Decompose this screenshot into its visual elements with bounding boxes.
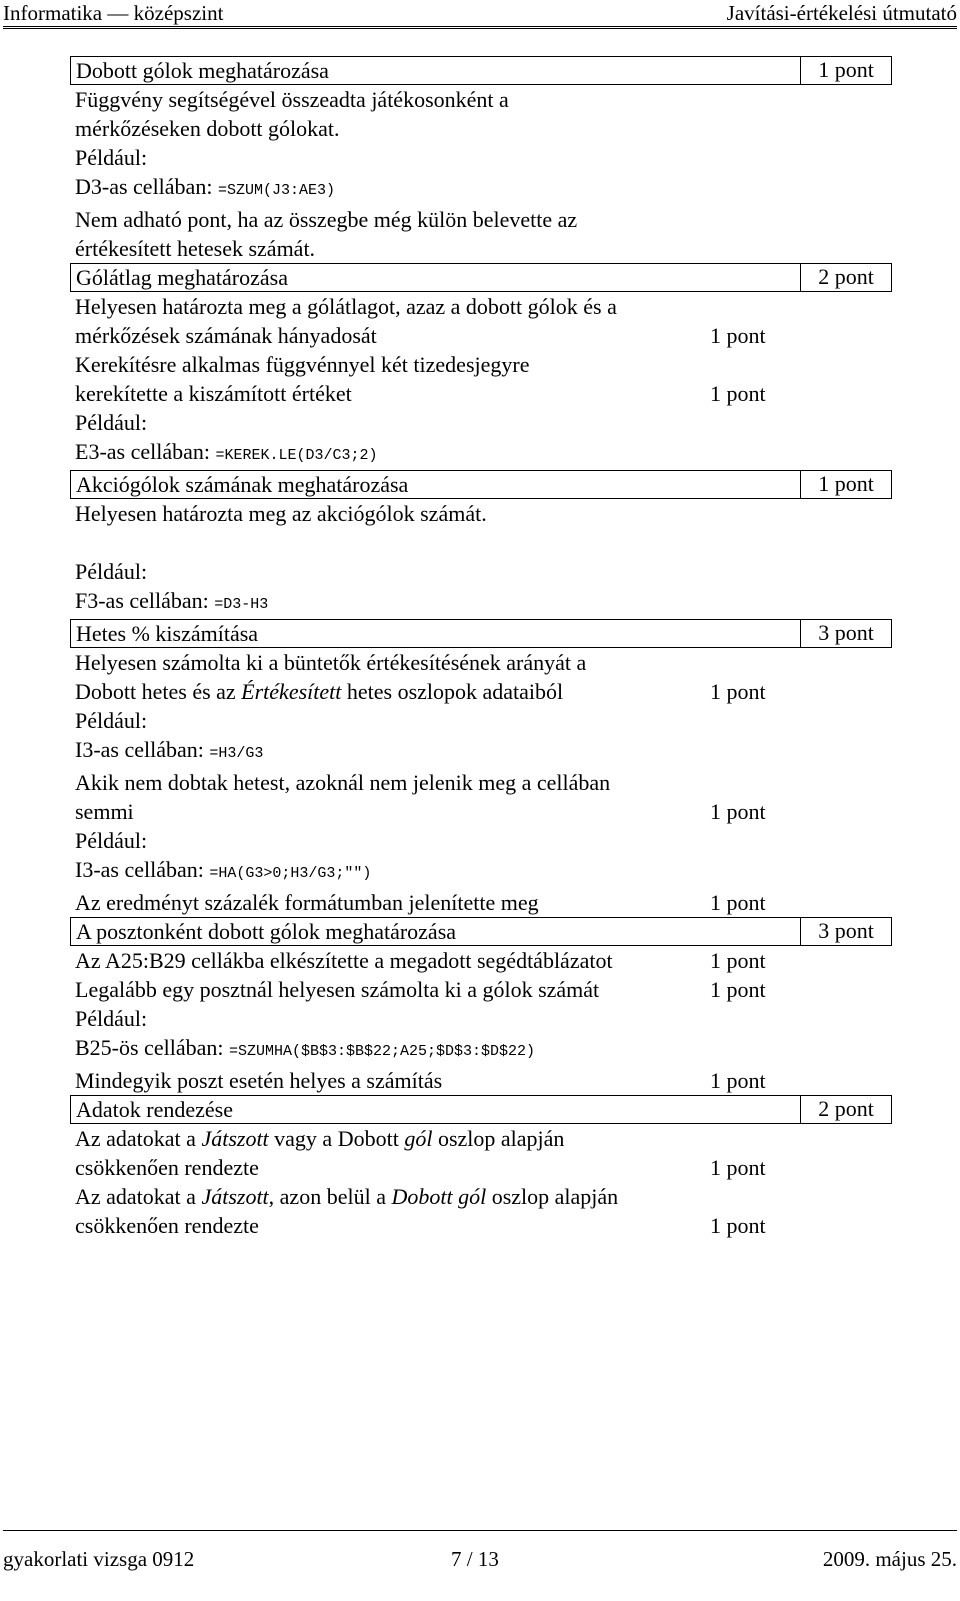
emphasized-text: Értékesített — [241, 679, 342, 704]
line-text: Nem adható pont, ha az összegbe még külön belevette az — [75, 207, 578, 232]
criteria-title: Hetes % kiszámítása — [76, 621, 259, 646]
line-text: Például: — [75, 1006, 148, 1031]
criteria-line — [70, 557, 892, 586]
criteria-line — [70, 1211, 892, 1240]
line-text: Akik nem dobtak hetest, azoknál nem jelenik meg a cellában — [75, 770, 611, 795]
criteria-line — [70, 85, 892, 114]
criteria-line — [70, 768, 892, 797]
line-text: Kerekítésre alkalmas függvénnyel két tizedesjegyre — [75, 352, 530, 377]
emphasized-text: Játszott — [201, 1126, 269, 1151]
line-text: mérkőzések számának hányadosát — [75, 323, 377, 348]
emphasized-text: Játszott — [201, 1184, 269, 1209]
line-text: értékesített hetesek számát. — [75, 236, 316, 261]
criteria-line — [70, 350, 892, 379]
line-text: kerekítette a kiszámított értéket — [75, 381, 352, 406]
criteria-line — [70, 826, 892, 855]
criteria-total-points: 3 pont — [800, 619, 891, 648]
criteria-line — [70, 499, 892, 528]
line-text: mérkőzéseken dobott gólokat. — [75, 116, 340, 141]
line-text: oszlop alapján — [432, 1126, 565, 1151]
footer-rule — [3, 1530, 957, 1531]
criteria-line — [70, 172, 892, 205]
criteria-heading — [70, 263, 892, 292]
criteria-line — [70, 855, 892, 888]
criteria-total-points: 1 pont — [800, 470, 891, 499]
emphasized-text: gól — [404, 1126, 433, 1151]
line-points: 1 pont — [710, 323, 766, 348]
criteria-line — [70, 677, 892, 706]
criteria-title: A posztonként dobott gólok meghatározása — [76, 919, 457, 944]
formula-code: =H3/G3 — [209, 745, 264, 762]
criteria-line — [70, 528, 892, 557]
formula-code: =HA(G3>0;H3/G3;"") — [209, 865, 372, 882]
line-points: 1 pont — [710, 890, 766, 915]
formula-code: =SZUM(J3:AE3) — [217, 182, 335, 199]
line-text: D3-as cellában: — [75, 174, 218, 199]
line-text: Az eredményt százalék formátumban jelenítette meg — [75, 890, 539, 915]
line-text: csökkenően rendezte — [75, 1155, 259, 1180]
formula-code: =D3-H3 — [214, 596, 269, 613]
header-subject: Informatika — középszint — [3, 1, 224, 25]
line-text: oszlop alapján — [486, 1184, 619, 1209]
criteria-line — [70, 888, 892, 917]
line-text: csökkenően rendezte — [75, 1213, 259, 1238]
line-text: Dobott hetes és az — [75, 679, 242, 704]
criteria-title: Akciógólok számának meghatározása — [76, 472, 409, 497]
header-rule — [3, 28, 957, 29]
criteria-total-points: 2 pont — [800, 263, 891, 292]
line-points: 1 pont — [710, 1155, 766, 1180]
footer-date: 2009. május 25. — [822, 1547, 957, 1571]
line-text: vagy a Dobott — [268, 1126, 405, 1151]
footer-page-number: 7 / 13 — [451, 1547, 499, 1571]
line-text: I3-as cellában: — [75, 857, 210, 882]
line-text: Helyesen számolta ki a büntetők értékesítésének arányát a — [75, 650, 587, 675]
line-text: E3-as cellában: — [75, 439, 216, 464]
criteria-heading — [70, 1095, 892, 1124]
line-points: 1 pont — [710, 799, 766, 824]
criteria-heading — [70, 619, 892, 648]
line-text: Legalább egy posztnál helyesen számolta ki a gólok számát — [75, 977, 600, 1002]
criteria-line — [70, 735, 892, 768]
criteria-total-points: 1 pont — [800, 56, 891, 85]
criteria-section — [70, 917, 892, 1095]
line-text: Az adatokat a — [75, 1126, 202, 1151]
criteria-line — [70, 234, 892, 263]
criteria-section — [70, 619, 892, 917]
criteria-section — [70, 263, 892, 470]
page-footer — [3, 1546, 957, 1572]
line-text: , azon belül a — [268, 1184, 392, 1209]
criteria-section — [70, 56, 892, 263]
criteria-heading — [70, 470, 892, 499]
criteria-line — [70, 648, 892, 677]
header-doc-title: Javítási-értékelési útmutató — [726, 1, 957, 25]
line-text: Az A25:B29 cellákba elkészítette a megadott segédtáblázatot — [75, 948, 613, 973]
line-points: 1 pont — [710, 1213, 766, 1238]
criteria-line — [70, 379, 892, 408]
criteria-section — [70, 470, 892, 619]
line-points: 1 pont — [710, 977, 766, 1002]
footer-exam: gyakorlati vizsga 0912 — [3, 1547, 195, 1571]
criteria-line — [70, 1124, 892, 1153]
criteria-title: Adatok rendezése — [76, 1097, 233, 1122]
line-points: 1 pont — [710, 679, 766, 704]
line-text: hetes oszlopok adataiból — [341, 679, 564, 704]
line-text: semmi — [75, 799, 134, 824]
criteria-title: Dobott gólok meghatározása — [76, 58, 329, 83]
line-points: 1 pont — [710, 948, 766, 973]
formula-code: =KEREK.LE(D3/C3;2) — [215, 447, 378, 464]
criteria-line — [70, 143, 892, 172]
emphasized-text: Dobott gól — [391, 1184, 487, 1209]
criteria-line — [70, 797, 892, 826]
line-text: Helyesen határozta meg a gólátlagot, azaz a dobott gólok és a — [75, 294, 617, 319]
criteria-line — [70, 408, 892, 437]
criteria-line — [70, 321, 892, 350]
criteria-line — [70, 114, 892, 143]
criteria-line — [70, 292, 892, 321]
line-text: F3-as cellában: — [75, 588, 215, 613]
line-text: Például: — [75, 708, 148, 733]
line-text: Például: — [75, 559, 148, 584]
formula-code: =SZUMHA($B$3:$B$22;A25;$D$3:$D$22) — [228, 1043, 536, 1060]
criteria-total-points: 3 pont — [800, 917, 891, 946]
scoring-guide — [70, 56, 892, 1240]
line-text: Például: — [75, 828, 148, 853]
criteria-heading — [70, 917, 892, 946]
criteria-line — [70, 1033, 892, 1066]
line-text: Függvény segítségével összeadta játékosonként a — [75, 87, 509, 112]
criteria-line — [70, 1182, 892, 1211]
page-header — [3, 0, 957, 27]
line-text: Például: — [75, 410, 148, 435]
line-text: Mindegyik poszt esetén helyes a számítás — [75, 1068, 443, 1093]
line-points: 1 pont — [710, 1068, 766, 1093]
line-text: Helyesen határozta meg az akciógólok számát. — [75, 501, 487, 526]
criteria-line — [70, 437, 892, 470]
criteria-line — [70, 1066, 892, 1095]
criteria-line — [70, 1004, 892, 1033]
criteria-line — [70, 586, 892, 619]
criteria-line — [70, 706, 892, 735]
line-points: 1 pont — [710, 381, 766, 406]
line-text: I3-as cellában: — [75, 737, 210, 762]
criteria-line — [70, 946, 892, 975]
line-text: B25-ös cellában: — [75, 1035, 229, 1060]
line-text: Az adatokat a — [75, 1184, 202, 1209]
criteria-section — [70, 1095, 892, 1240]
criteria-line — [70, 205, 892, 234]
criteria-line — [70, 1153, 892, 1182]
criteria-heading — [70, 56, 892, 85]
line-text: Például: — [75, 145, 148, 170]
criteria-total-points: 2 pont — [800, 1095, 891, 1124]
criteria-line — [70, 975, 892, 1004]
criteria-title: Gólátlag meghatározása — [76, 265, 288, 290]
